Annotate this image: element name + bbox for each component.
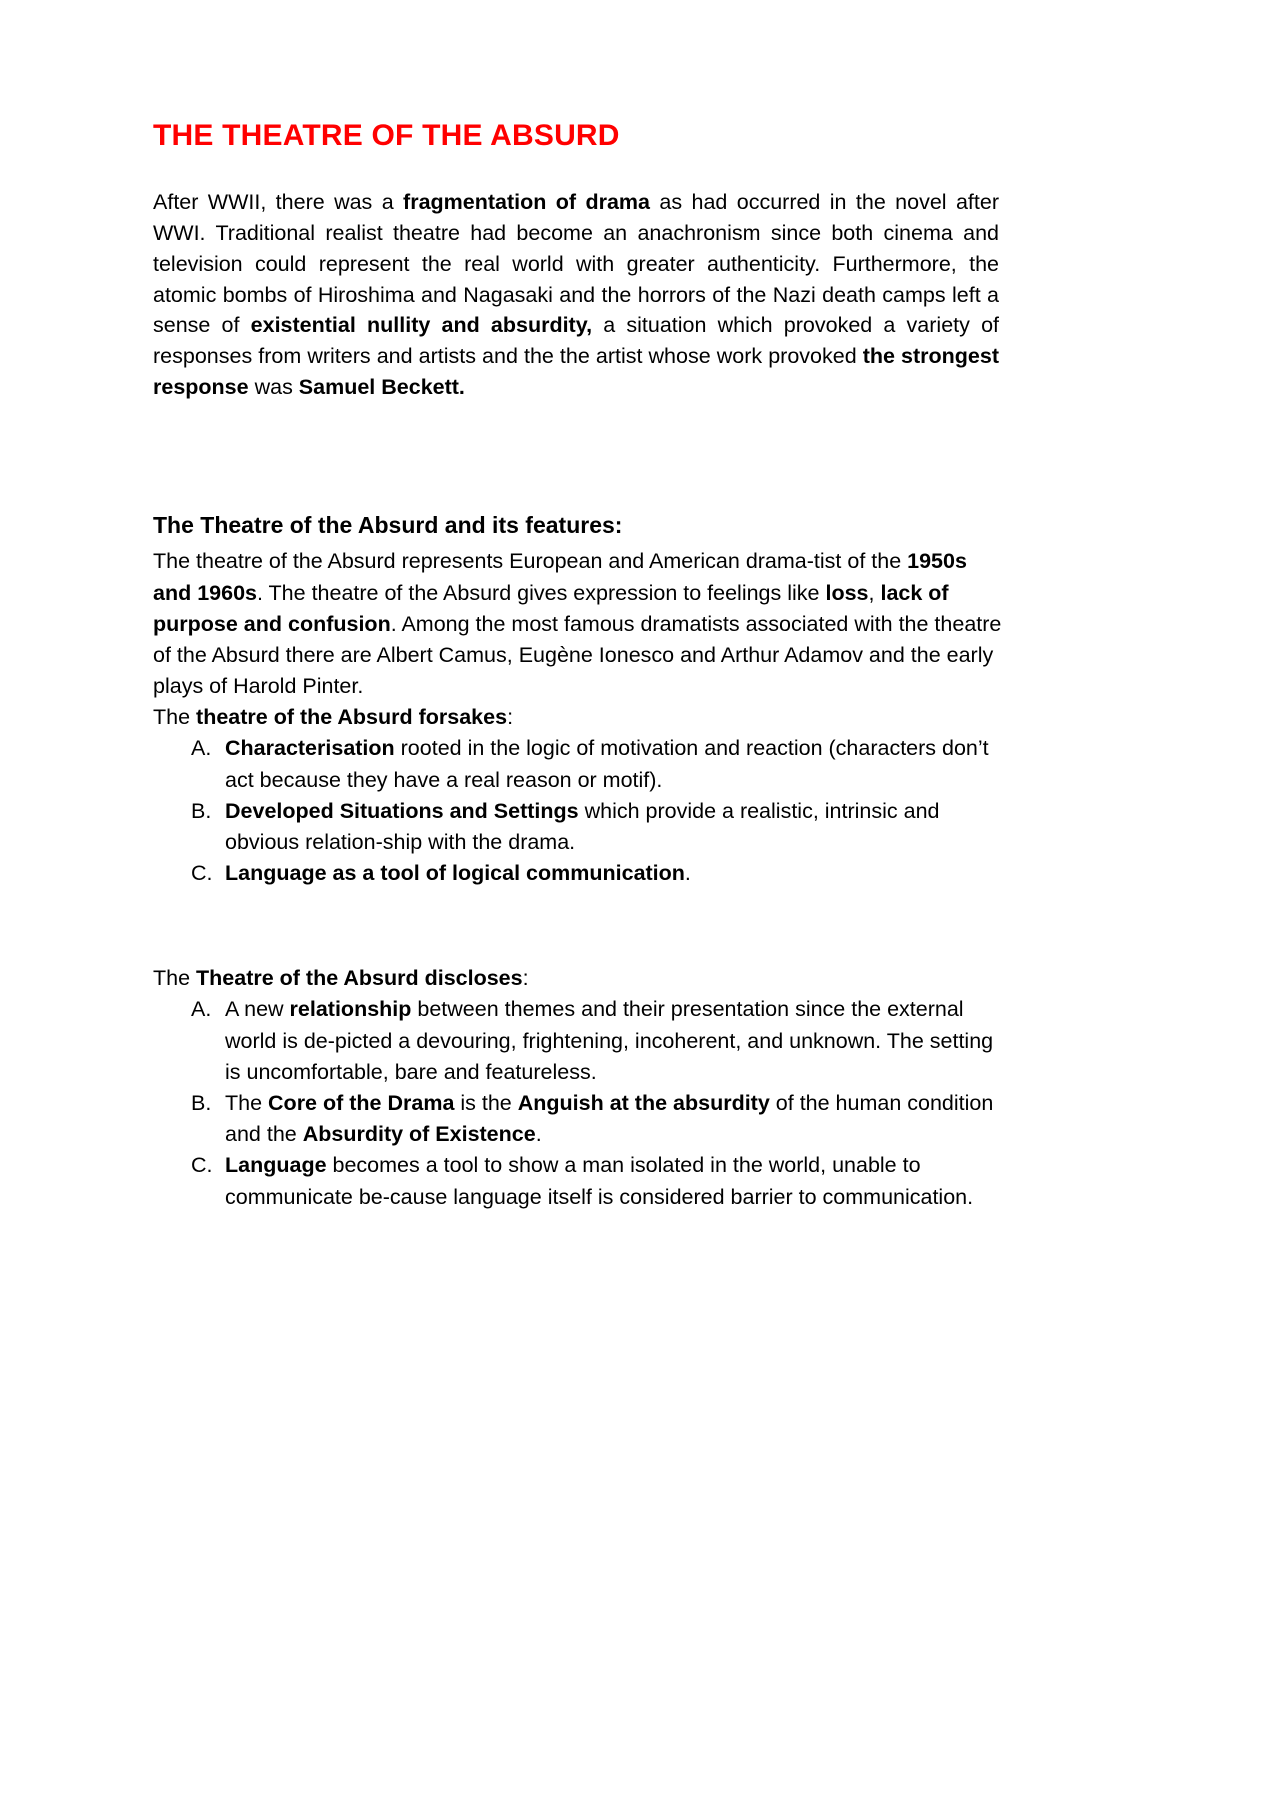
list-item-marker: B. — [191, 1091, 212, 1115]
body-text: between themes and their presentation since the external world is de-picted a devouring, frightening, incoherent, and unknown. The setting is uncomfortable, bare and featureless. — [225, 997, 994, 1084]
list-item — [153, 1150, 1008, 1212]
emphasis-text: Core of the Drama — [268, 1091, 455, 1115]
emphasis-text: lack of purpose and confusion — [153, 580, 949, 636]
list-item — [153, 733, 1008, 795]
list-item-marker: A. — [191, 997, 212, 1022]
body-text: . Among the most famous dramatists associated with the theatre of the Absurd there are Albert Camus, Eugène Ionesco and Arthur Adamov and the early plays of Harold Pinter. — [153, 611, 1002, 699]
section-spacer — [153, 403, 1120, 511]
body-text: The — [225, 1091, 269, 1115]
forsakes-lead-line — [153, 702, 1120, 733]
emphasis-text: existential nullity and absurdity, — [250, 313, 593, 338]
body-text: After WWII, there was a — [153, 190, 404, 215]
body-text: was — [248, 374, 299, 399]
emphasis-text: Samuel Beckett. — [298, 374, 465, 399]
emphasis-text: Language — [225, 1153, 327, 1178]
body-text: of the human condition and the — [225, 1091, 994, 1147]
emphasis-text: Theatre of the Absurd discloses — [196, 966, 523, 991]
intro-paragraph — [153, 187, 999, 402]
list-spacer — [153, 889, 1120, 963]
list-item-text — [225, 799, 940, 854]
body-text: A new — [225, 997, 290, 1022]
list-item-marker: A. — [191, 736, 212, 761]
list-item-text — [225, 736, 989, 791]
emphasis-text: loss — [825, 580, 869, 605]
discloses-lead-line — [153, 963, 1120, 994]
body-text: . — [684, 861, 691, 886]
body-text: The theatre of the Absurd represents European and American drama-tist of the — [153, 549, 908, 574]
body-text: . The theatre of the Absurd gives expression to feelings like — [256, 580, 826, 605]
body-text: rooted in the logic of motivation and reaction (characters don’t act because they have a real reason or motif). — [225, 736, 989, 792]
emphasis-text: Anguish at the absurdity — [517, 1091, 770, 1115]
emphasis-text: Characterisation — [225, 736, 395, 761]
list-item-marker: C. — [191, 861, 213, 886]
forsakes-list — [153, 733, 1008, 889]
list-item-marker: B. — [191, 798, 212, 823]
list-item — [153, 796, 1008, 858]
section-heading-features: The Theatre of the Absurd and its features: — [153, 511, 623, 538]
list-item-text — [225, 861, 691, 885]
list-item-marker: C. — [191, 1153, 213, 1178]
list-item-text — [225, 1091, 993, 1146]
emphasis-text: 1950s and 1960s — [153, 549, 967, 605]
features-paragraph — [153, 546, 1003, 702]
list-item-text — [225, 997, 993, 1083]
emphasis-text: Developed Situations and Settings — [225, 798, 579, 823]
body-text: as had occurred in the novel after WWI. Traditional realist theatre had become an anachronism since both cinema and television could represent the real world with greater authenticity. Furthermore, the atomic bombs of Hiroshima and Nagasaki and the horrors of the Nazi death camps left a sense of — [153, 190, 999, 338]
body-text: , — [868, 580, 881, 605]
emphasis-text: Language as a tool of logical communication — [225, 861, 685, 886]
body-text: : — [507, 705, 514, 730]
emphasis-text: theatre of the Absurd forsakes — [196, 705, 508, 730]
body-text: which provide a realistic, intrinsic and obvious relation-ship with the drama. — [225, 798, 940, 854]
emphasis-text: fragmentation of drama — [403, 190, 650, 215]
list-item — [153, 994, 1008, 1088]
body-text: becomes a tool to show a man isolated in the world, unable to communicate be-cause language itself is considered barrier to communication. — [225, 1153, 974, 1209]
list-item-text — [225, 1153, 973, 1208]
emphasis-text: relationship — [289, 997, 412, 1022]
list-item — [153, 1088, 1008, 1150]
discloses-list — [153, 994, 1008, 1212]
body-text: The — [153, 705, 197, 730]
body-text: is the — [454, 1091, 518, 1115]
emphasis-text: Absurdity of Existence — [302, 1122, 536, 1147]
body-text: . — [535, 1122, 542, 1147]
emphasis-text: the strongest response — [153, 344, 999, 399]
page-title: THE THEATRE OF THE ABSURD — [153, 119, 620, 152]
body-text: The — [153, 966, 197, 991]
list-item — [153, 858, 1008, 889]
body-text: : — [522, 966, 529, 991]
body-text: a situation which provoked a variety of responses from writers and artists and the the artist whose work provoked — [153, 313, 999, 369]
